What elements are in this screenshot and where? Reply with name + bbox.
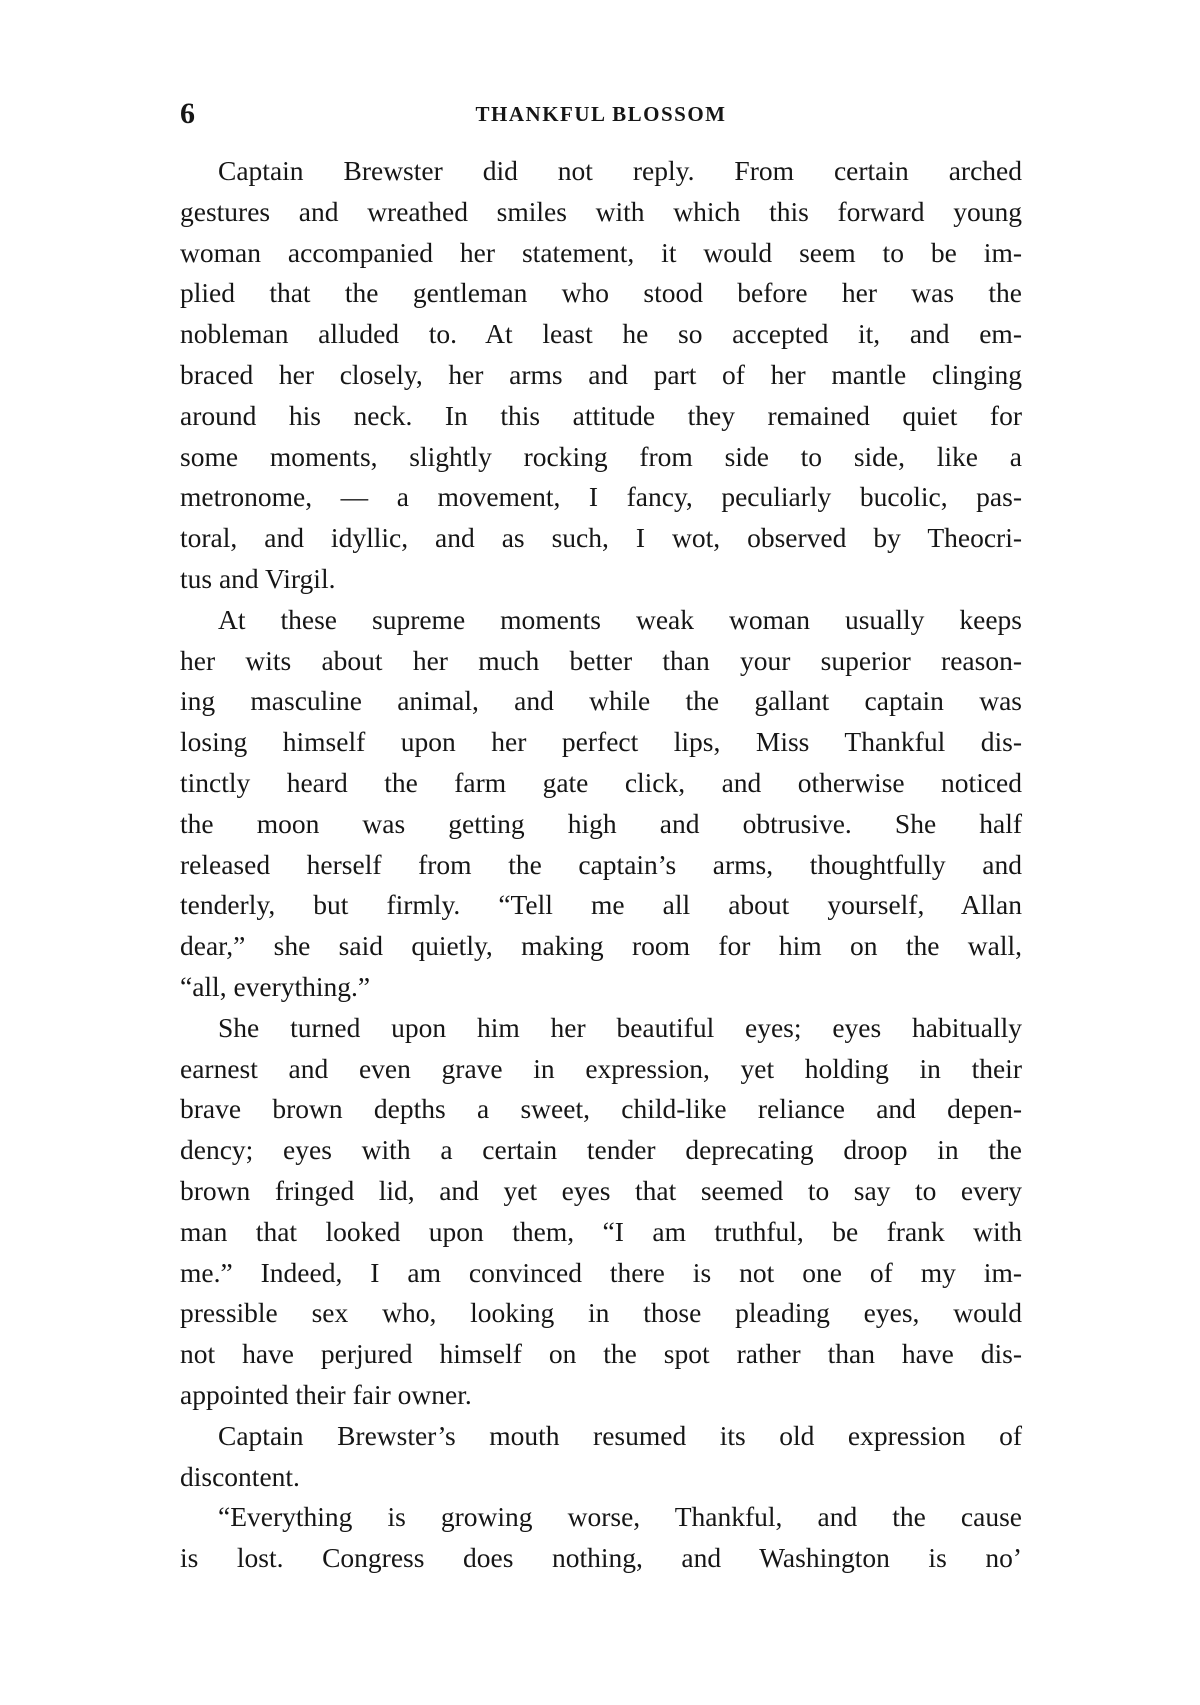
text-line: dency; eyes with a certain tender deprecating droop in the [180, 1134, 1022, 1166]
text-line: me.” Indeed, I am convinced there is not one of my im- [180, 1256, 1022, 1288]
text-line: the moon was getting high and obtrusive. She half [180, 807, 1022, 839]
text-line: appointed their fair owner. [180, 1378, 472, 1410]
text-line: Captain Brewster did not reply. From certain arched [218, 155, 1022, 186]
text-line: woman accompanied her statement, it would seem to be im- [180, 236, 1022, 268]
text-line: ing masculine animal, and while the gallant captain was [180, 685, 1022, 717]
text-line: pressible sex who, looking in those pleading eyes, would [180, 1297, 1022, 1329]
text-line: man that looked upon them, “I am truthful, be frank with [180, 1215, 1022, 1247]
text-line: tenderly, but firmly. “Tell me all about yourself, Allan [180, 889, 1022, 921]
running-title: THANKFUL BLOSSOM [475, 102, 727, 126]
text-line: Captain Brewster’s mouth resumed its old expression of [218, 1419, 1022, 1451]
text-line: not have perjured himself on the spot rather than have dis- [180, 1338, 1022, 1370]
text-line: is lost. Congress does nothing, and Washington is no’ [180, 1542, 1022, 1574]
text-line: “Everything is growing worse, Thankful, and the cause [218, 1501, 1022, 1533]
text-line: around his neck. In this attitude they remained quiet for [180, 399, 1022, 431]
text-line: tus and Virgil. [180, 562, 336, 594]
text-line: nobleman alluded to. At least he so accepted it, and em- [180, 318, 1022, 350]
text-line: losing himself upon her perfect lips, Miss Thankful dis- [180, 726, 1022, 758]
text-line: brave brown depths a sweet, child-like reliance and depen- [180, 1093, 1022, 1125]
text-line: released herself from the captain’s arms, thoughtfully and [180, 848, 1022, 880]
body-text [180, 151, 1022, 1579]
text-line: discontent. [180, 1460, 300, 1492]
text-line: earnest and even grave in expression, yet holding in their [180, 1052, 1022, 1084]
text-line: She turned upon him her beautiful eyes; eyes habitually [218, 1011, 1022, 1043]
text-line: dear,” she said quietly, making room for him on the wall, [180, 930, 1022, 962]
text-line: “all, everything.” [180, 970, 371, 1002]
text-line: tinctly heard the farm gate click, and otherwise noticed [180, 766, 1022, 798]
text-line: her wits about her much better than your superior reason- [180, 644, 1022, 676]
text-line: plied that the gentleman who stood before her was the [180, 277, 1022, 309]
text-line: brown fringed lid, and yet eyes that seemed to say to every [180, 1174, 1022, 1206]
text-line: braced her closely, her arms and part of her mantle clinging [180, 358, 1022, 390]
text-line: gestures and wreathed smiles with which this forward young [180, 195, 1022, 227]
text-line: some moments, slightly rocking from side to side, like a [180, 440, 1022, 472]
text-line: toral, and idyllic, and as such, I wot, observed by Theocri- [180, 522, 1022, 554]
page-number: 6 [180, 97, 195, 130]
text-line: metronome, — a movement, I fancy, peculiarly bucolic, pas- [180, 481, 1022, 513]
running-head [180, 94, 1022, 134]
text-line: At these supreme moments weak woman usually keeps [218, 603, 1022, 635]
